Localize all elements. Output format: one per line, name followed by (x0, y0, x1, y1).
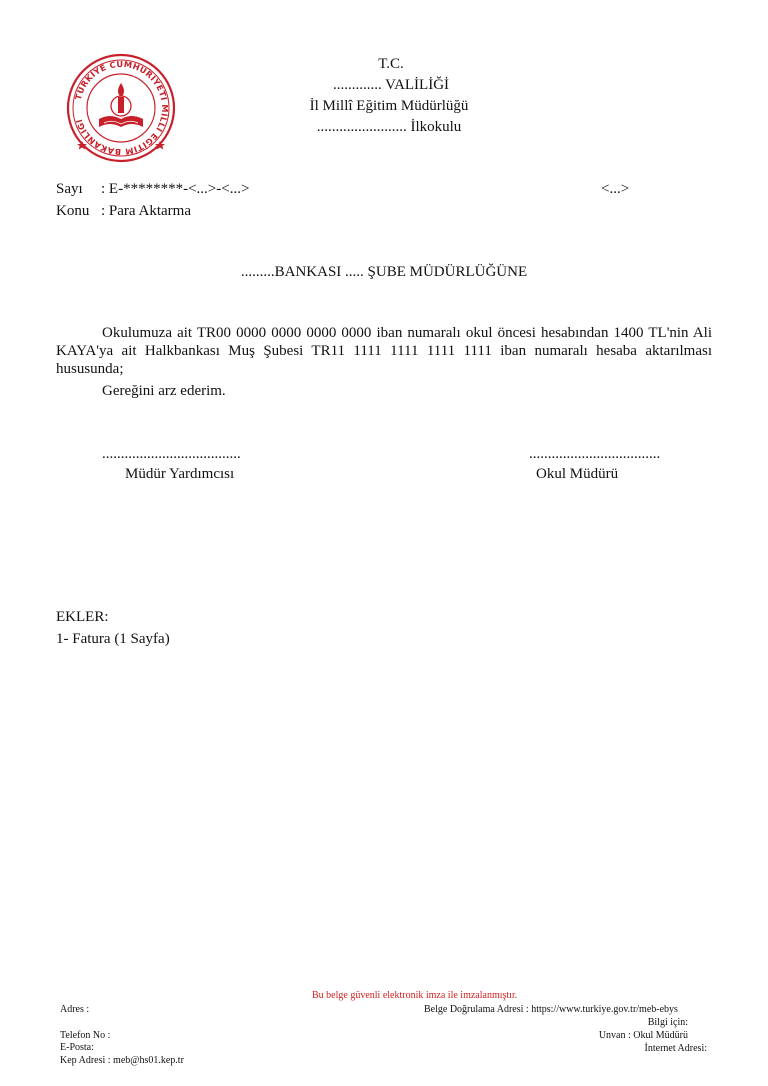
konu-value: : Para Aktarma (101, 203, 191, 219)
attachments-title: EKLER: (56, 609, 109, 625)
svg-text:TÜRKİYE CUMHURİYETİ MİLLÎ EĞİT: TÜRKİYE CUMHURİYETİ MİLLÎ EĞİTİM BAKANLIĞI (72, 58, 171, 158)
sayi-label: Sayı (56, 181, 83, 197)
esign-notice: Bu belge güvenli elektronik imza ile imzalanmıştır. (312, 990, 518, 1001)
signature-title-principal: Okul Müdürü (536, 466, 619, 482)
attachment-item: 1- Fatura (1 Sayfa) (56, 631, 170, 647)
recipient-line: .........BANKASI ..... ŞUBE MÜDÜRLÜĞÜNE (240, 264, 528, 280)
footer-kep: Kep Adresi : meb@hs01.kep.tr (60, 1055, 184, 1066)
footer-internet: İnternet Adresi: (644, 1043, 707, 1054)
footer-title: Unvan : Okul Müdürü (598, 1030, 688, 1041)
footer-email: E-Posta: (60, 1042, 94, 1053)
konu-label: Konu (56, 203, 90, 219)
header-valilik: ............. VALİLİĞİ (332, 77, 450, 93)
sayi-value: : E-********-<...>-<...> (101, 181, 250, 197)
signature-line-principal: ................................... (529, 446, 661, 462)
header-tc: T.C. (378, 56, 404, 72)
signature-title-deputy: Müdür Yardımcısı (125, 466, 235, 482)
document-date: <...> (601, 181, 630, 197)
footer-verify-address: Belge Doğrulama Adresi : https://www.turkiye.gov.tr/meb-ebys (424, 1004, 678, 1015)
footer-phone: Telefon No : (60, 1030, 111, 1041)
body-paragraph: Okulumuza ait TR00 0000 0000 0000 0000 iban numaralı okul öncesi hesabından 1400 TL'nin Ali KAYA'ya ait Halkbankası Muş Şubesi TR11 1111 1111 1111 1111 iban numaralı hesaba aktarılması hususunda; (56, 325, 712, 377)
header-school: ........................ İlkokulu (316, 119, 462, 135)
footer-info: Bilgi için: (647, 1017, 688, 1028)
footer-address: Adres : (60, 1004, 90, 1015)
signature-line-deputy: ..................................... (102, 446, 241, 462)
header-mudurluk: İl Millî Eğitim Müdürlüğü (309, 98, 469, 114)
closing-line: Gereğini arz ederim. (102, 383, 226, 399)
